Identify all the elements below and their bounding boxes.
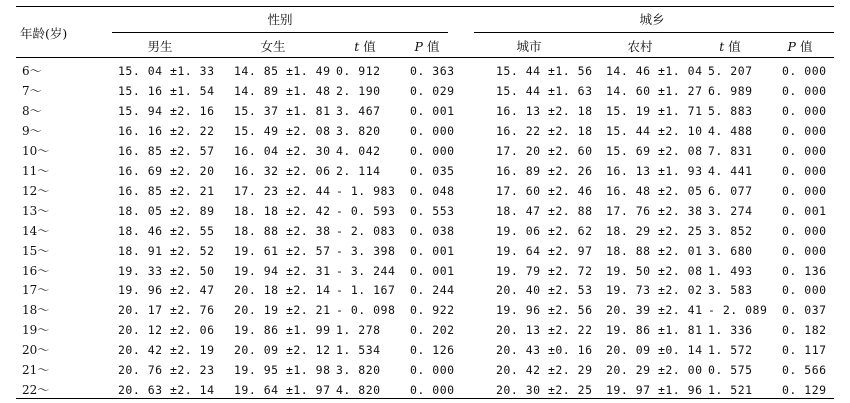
urban-cell: 16. 89 ±2. 26: [496, 163, 593, 178]
p-value-header-region: P 值: [787, 39, 813, 54]
t-value-region-cell: 3. 680: [708, 243, 753, 258]
p-value-header-gender: P 值: [414, 39, 440, 54]
female-cell: 20. 19 ±2. 21: [234, 303, 331, 318]
p-value-gender-cell: 0. 922: [410, 303, 455, 318]
p-value-region-cell: 0. 000: [782, 64, 827, 78]
p-value-region-cell: 0. 000: [782, 84, 827, 98]
t-value-region-cell: 0. 575: [708, 363, 753, 378]
bottom-rule: [16, 398, 834, 399]
rural-cell: 18. 88 ±2. 01: [606, 243, 703, 258]
t-value-region-cell: 6. 989: [708, 84, 753, 98]
female-cell: 20. 09 ±2. 12: [234, 343, 331, 358]
male-cell: 20. 42 ±2. 19: [118, 343, 215, 358]
male-cell: 18. 91 ±2. 52: [118, 243, 215, 258]
age-cell: 16～: [22, 263, 50, 278]
t-value-gender-cell: - 0. 098: [336, 303, 396, 318]
urban-cell: 15. 44 ±1. 63: [496, 84, 593, 98]
gender-group-rule: [112, 32, 448, 33]
region-group-rule: [474, 32, 834, 33]
t-value-gender-cell: - 0. 593: [336, 203, 396, 218]
p-value-gender-cell: 0. 001: [410, 243, 455, 258]
t-value-header-region: t 值: [719, 39, 741, 54]
p-value-gender-cell: 0. 048: [410, 183, 455, 198]
t-value-header-gender: t 值: [354, 39, 376, 54]
p-value-region-cell: 0. 136: [782, 263, 827, 278]
rural-header: 农村: [627, 39, 653, 54]
p-value-region-cell: 0. 000: [782, 223, 827, 238]
t-value-region-cell: 1. 572: [708, 343, 753, 358]
male-cell: 19. 33 ±2. 50: [118, 263, 215, 278]
p-value-region-cell: 0. 000: [782, 183, 827, 198]
age-cell: 6～: [22, 64, 42, 78]
age-header: 年龄(岁): [20, 26, 68, 41]
p-value-region-cell: 0. 000: [782, 123, 827, 138]
urban-cell: 15. 44 ±1. 56: [496, 64, 593, 78]
t-value-gender-cell: - 1. 167: [336, 283, 396, 298]
t-value-gender-cell: 3. 820: [336, 363, 381, 378]
urban-cell: 17. 60 ±2. 46: [496, 183, 593, 198]
t-value-gender-cell: - 3. 244: [336, 263, 396, 278]
p-value-gender-cell: 0. 126: [410, 343, 455, 358]
rural-cell: 14. 60 ±1. 27: [606, 84, 703, 98]
urban-cell: 20. 42 ±2. 29: [496, 363, 593, 378]
male-cell: 18. 05 ±2. 89: [118, 203, 215, 218]
urban-header: 城市: [516, 39, 542, 54]
age-cell: 7～: [22, 84, 42, 98]
p-value-gender-cell: 0. 244: [410, 283, 455, 298]
urban-cell: 20. 30 ±2. 25: [496, 383, 593, 398]
urban-cell: 18. 47 ±2. 88: [496, 203, 593, 218]
male-cell: 15. 16 ±1. 54: [118, 84, 215, 98]
urban-cell: 19. 06 ±2. 62: [496, 223, 593, 238]
male-cell: 18. 46 ±2. 55: [118, 223, 215, 238]
t-value-gender-cell: 1. 534: [336, 343, 381, 358]
rural-cell: 15. 44 ±2. 10: [606, 123, 703, 138]
rural-cell: 16. 48 ±2. 05: [606, 183, 703, 198]
t-value-region-cell: 5. 883: [708, 103, 753, 118]
t-value-region-cell: 3. 583: [708, 283, 753, 298]
age-cell: 10～: [22, 143, 50, 158]
t-value-region-cell: 4. 488: [708, 123, 753, 138]
gender-group-header: 性别: [267, 12, 293, 27]
region-group-header: 城乡: [639, 12, 665, 27]
urban-cell: 16. 22 ±2. 18: [496, 123, 593, 138]
female-cell: 19. 94 ±2. 31: [234, 263, 331, 278]
male-cell: 20. 17 ±2. 76: [118, 303, 215, 318]
t-value-gender-cell: 2. 190: [336, 84, 381, 98]
header-bottom-rule: [16, 57, 834, 58]
t-value-region-cell: 1. 521: [708, 383, 753, 398]
p-value-gender-cell: 0. 000: [410, 123, 455, 138]
age-cell: 8～: [22, 103, 42, 118]
p-value-gender-cell: 0. 202: [410, 323, 455, 338]
t-value-region-cell: 6. 077: [708, 183, 753, 198]
urban-cell: 20. 40 ±2. 53: [496, 283, 593, 298]
rural-cell: 20. 09 ±0. 14: [606, 343, 703, 358]
t-value-gender-cell: 4. 820: [336, 383, 381, 398]
urban-cell: 20. 13 ±2. 22: [496, 323, 593, 338]
p-value-region-cell: 0. 566: [782, 363, 827, 378]
p-value-gender-cell: 0. 000: [410, 143, 455, 158]
p-value-gender-cell: 0. 038: [410, 223, 455, 238]
t-value-region-cell: - 2. 089: [708, 303, 768, 318]
male-cell: 16. 16 ±2. 22: [118, 123, 215, 138]
t-value-gender-cell: - 3. 398: [336, 243, 396, 258]
female-cell: 16. 32 ±2. 06: [234, 163, 331, 178]
t-value-region-cell: 1. 336: [708, 323, 753, 338]
male-cell: 16. 69 ±2. 20: [118, 163, 215, 178]
age-cell: 15～: [22, 243, 50, 258]
rural-cell: 15. 19 ±1. 71: [606, 103, 703, 118]
p-value-region-cell: 0. 000: [782, 243, 827, 258]
male-cell: 20. 76 ±2. 23: [118, 363, 215, 378]
p-value-gender-cell: 0. 001: [410, 263, 455, 278]
t-value-gender-cell: 2. 114: [336, 163, 381, 178]
rural-cell: 19. 97 ±1. 96: [606, 383, 703, 398]
age-cell: 20～: [22, 343, 50, 358]
male-cell: 20. 12 ±2. 06: [118, 323, 215, 338]
top-rule: [16, 6, 834, 7]
male-cell: 19. 96 ±2. 47: [118, 283, 215, 298]
p-value-region-cell: 0. 000: [782, 163, 827, 178]
male-cell: 20. 63 ±2. 14: [118, 383, 215, 398]
female-cell: 20. 18 ±2. 14: [234, 283, 331, 298]
age-cell: 18～: [22, 303, 50, 318]
age-cell: 21～: [22, 363, 50, 378]
p-value-gender-cell: 0. 035: [410, 163, 455, 178]
female-cell: 19. 86 ±1. 99: [234, 323, 331, 338]
p-value-region-cell: 0. 000: [782, 143, 827, 158]
rural-cell: 19. 73 ±2. 02: [606, 283, 703, 298]
urban-cell: 17. 20 ±2. 60: [496, 143, 593, 158]
rural-cell: 14. 46 ±1. 04: [606, 64, 703, 78]
t-value-region-cell: 5. 207: [708, 64, 753, 78]
t-value-gender-cell: 0. 912: [336, 64, 381, 78]
p-value-region-cell: 0. 117: [782, 343, 827, 358]
p-value-gender-cell: 0. 029: [410, 84, 455, 98]
p-value-gender-cell: 0. 553: [410, 203, 455, 218]
t-value-region-cell: 3. 852: [708, 223, 753, 238]
female-header: 女生: [260, 39, 286, 54]
female-cell: 16. 04 ±2. 30: [234, 143, 331, 158]
male-cell: 16. 85 ±2. 57: [118, 143, 215, 158]
rural-cell: 17. 76 ±2. 38: [606, 203, 703, 218]
urban-cell: 20. 43 ±0. 16: [496, 343, 593, 358]
age-cell: 22～: [22, 383, 50, 398]
male-cell: 15. 04 ±1. 33: [118, 64, 215, 78]
t-value-gender-cell: - 1. 983: [336, 183, 396, 198]
p-value-region-cell: 0. 000: [782, 283, 827, 298]
t-value-gender-cell: 3. 820: [336, 123, 381, 138]
age-cell: 19～: [22, 323, 50, 338]
rural-cell: 15. 69 ±2. 08: [606, 143, 703, 158]
rural-cell: 20. 29 ±2. 00: [606, 363, 703, 378]
urban-cell: 19. 79 ±2. 72: [496, 263, 593, 278]
p-value-gender-cell: 0. 001: [410, 103, 455, 118]
t-value-region-cell: 4. 441: [708, 163, 753, 178]
rural-cell: 16. 13 ±1. 93: [606, 163, 703, 178]
t-value-region-cell: 7. 831: [708, 143, 753, 158]
p-value-gender-cell: 0. 000: [410, 383, 455, 398]
female-cell: 14. 85 ±1. 49: [234, 64, 331, 78]
p-value-gender-cell: 0. 000: [410, 363, 455, 378]
urban-cell: 16. 13 ±2. 18: [496, 103, 593, 118]
p-value-gender-cell: 0. 363: [410, 64, 455, 78]
t-value-region-cell: 3. 274: [708, 203, 753, 218]
female-cell: 14. 89 ±1. 48: [234, 84, 331, 98]
t-value-gender-cell: 4. 042: [336, 143, 381, 158]
p-value-region-cell: 0. 001: [782, 203, 827, 218]
age-cell: 14～: [22, 223, 50, 238]
urban-cell: 19. 96 ±2. 56: [496, 303, 593, 318]
female-cell: 18. 88 ±2. 38: [234, 223, 331, 238]
urban-cell: 19. 64 ±2. 97: [496, 243, 593, 258]
age-cell: 12～: [22, 183, 50, 198]
p-value-region-cell: 0. 000: [782, 103, 827, 118]
female-cell: 18. 18 ±2. 42: [234, 203, 331, 218]
t-value-gender-cell: 3. 467: [336, 103, 381, 118]
age-cell: 17～: [22, 283, 50, 298]
female-cell: 19. 64 ±1. 97: [234, 383, 331, 398]
p-value-region-cell: 0. 182: [782, 323, 827, 338]
female-cell: 17. 23 ±2. 44: [234, 183, 331, 198]
rural-cell: 18. 29 ±2. 25: [606, 223, 703, 238]
female-cell: 19. 61 ±2. 57: [234, 243, 331, 258]
male-cell: 15. 94 ±2. 16: [118, 103, 215, 118]
p-value-region-cell: 0. 129: [782, 383, 827, 398]
age-cell: 13～: [22, 203, 50, 218]
rural-cell: 19. 86 ±1. 81: [606, 323, 703, 338]
rural-cell: 19. 50 ±2. 08: [606, 263, 703, 278]
p-value-region-cell: 0. 037: [782, 303, 827, 318]
female-cell: 15. 49 ±2. 08: [234, 123, 331, 138]
female-cell: 15. 37 ±1. 81: [234, 103, 331, 118]
age-cell: 11～: [22, 163, 50, 178]
t-value-gender-cell: 1. 278: [336, 323, 381, 338]
female-cell: 19. 95 ±1. 98: [234, 363, 331, 378]
t-value-region-cell: 1. 493: [708, 263, 753, 278]
age-cell: 9～: [22, 123, 42, 138]
t-value-gender-cell: - 2. 083: [336, 223, 396, 238]
rural-cell: 20. 39 ±2. 41: [606, 303, 703, 318]
male-cell: 16. 85 ±2. 21: [118, 183, 215, 198]
male-header: 男生: [147, 39, 173, 54]
